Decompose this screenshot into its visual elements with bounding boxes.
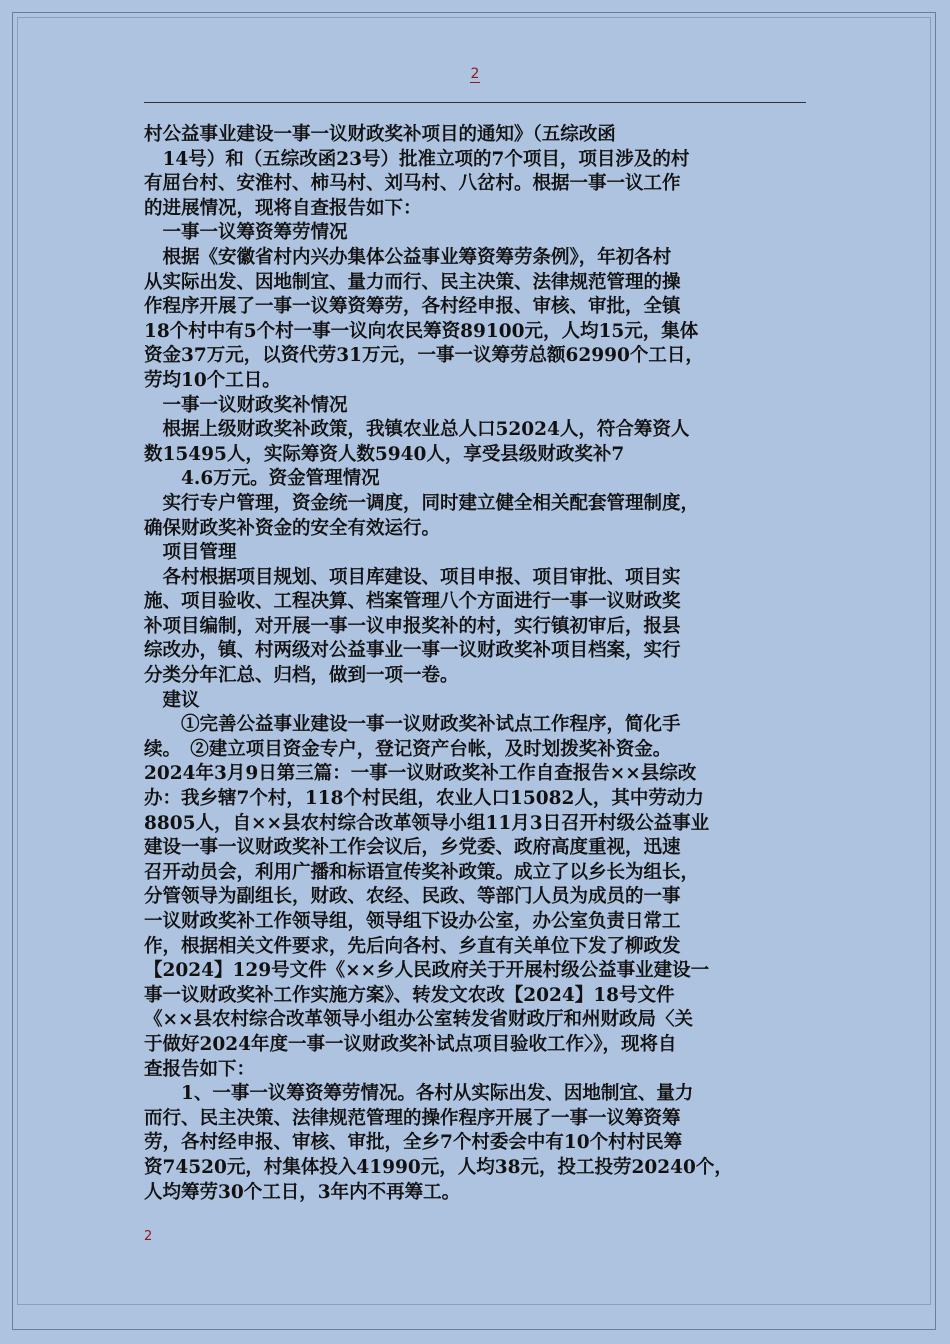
text-line: 综改办，镇、村两级对公益事业一事一议财政奖补项目档案，实行: [144, 640, 681, 662]
text-line: 建设一事一议财政奖补工作会议后，乡党委、政府高度重视，迅速: [144, 837, 681, 859]
text-line: 资74520元，村集体投入41990元，人均38元，投工投劳20240个，: [144, 1156, 733, 1178]
text-line: 1、一事一议筹资筹劳情况。各村从实际出发、因地制宜、量力: [144, 1083, 694, 1105]
text-line: 从实际出发、因地制宜、量力而行、民主决策、法律规范管理的操: [144, 271, 681, 293]
text-line: 根据《安徽省村内兴办集体公益事业筹资筹劳条例》，年初各村: [144, 246, 672, 268]
text-line: 项目管理: [144, 542, 237, 564]
text-line: 查报告如下：: [144, 1058, 256, 1080]
document-body: [144, 123, 808, 1205]
text-line: 资金37万元，以资代劳31万元，一事一议筹劳总额62990个工日，: [144, 345, 704, 367]
text-line: 劳，各村经申报、审核、审批，全乡7个村委会中有10个村村民筹: [144, 1132, 683, 1154]
text-line: 分管领导为副组长，财政、农经、民政、等部门人员为成员的一事: [144, 886, 681, 908]
text-line: 确保财政奖补资金的安全有效运行。: [144, 517, 441, 539]
text-line: 而行、民主决策、法律规范管理的操作程序开展了一事一议筹资筹: [144, 1107, 681, 1129]
text-line: 2024年3月9日第三篇：一事一议财政奖补工作自查报告××县综改: [144, 763, 697, 785]
text-line: 的进展情况，现将自查报告如下：: [144, 197, 422, 219]
header-page-number: 2: [470, 66, 480, 82]
text-line: 【2024】129号文件《××乡人民政府关于开展村级公益事业建设一: [144, 960, 710, 982]
text-line: 有屈台村、安淮村、柿马村、刘马村、八岔村。根据一事一议工作: [144, 173, 681, 195]
text-line: 村公益事业建设一事一议财政奖补项目的通知》（五综改函: [144, 124, 616, 145]
text-line: 一议财政奖补工作领导组，领导组下设办公室，办公室负责日常工: [144, 911, 681, 932]
text-line: 作程序开展了一事一议筹资筹劳，各村经申报、审核、审批，全镇: [144, 296, 681, 318]
text-line: 办：我乡辖7个村，118个村民组，农业人口15082人，其中劳动力: [144, 788, 704, 810]
text-line: 数15495人，实际筹资人数5940人，享受县级财政奖补7: [144, 443, 625, 465]
text-line: 施、项目验收、工程决算、档案管理八个方面进行一事一议财政奖: [144, 591, 681, 613]
text-line: 《××县农村综合改革领导小组办公室转发省财政厅和州财政局〈关: [144, 1009, 694, 1031]
text-line: 分类分年汇总、归档，做到一项一卷。: [144, 665, 459, 687]
text-line: 一事一议财政奖补情况: [144, 394, 348, 416]
text-line: ①完善公益事业建设一事一议财政奖补试点工作程序，简化手: [144, 714, 681, 736]
text-line: 18个村中有5个村一事一议向农民筹资89100元，人均15元，集体: [144, 320, 699, 342]
text-line: 根据上级财政奖补政策，我镇农业总人口52024人，符合筹资人: [144, 419, 690, 441]
text-line: 于做好2024年度一事一议财政奖补试点项目验收工作〉》，现将自: [144, 1033, 677, 1055]
header-rule: [144, 102, 806, 103]
text-line: 各村根据项目规划、项目库建设、项目申报、项目审批、项目实: [144, 566, 681, 588]
text-line: 续。 ②建立项目资金专户，登记资产台帐，及时划拨奖补资金。: [144, 738, 672, 760]
text-line: 4.6万元。资金管理情况: [144, 468, 380, 490]
text-line: 补项目编制，对开展一事一议申报奖补的村，实行镇初审后，报县: [144, 615, 681, 637]
text-line: 一事一议筹资筹劳情况: [144, 222, 348, 244]
text-line: 14号）和（五综改函23号）批准立项的7个项目，项目涉及的村: [144, 148, 690, 170]
text-line: 人均筹劳30个工日，3年内不再筹工。: [144, 1181, 461, 1203]
footer-page-number: 2: [144, 1229, 153, 1244]
text-line: 事一议财政奖补工作实施方案》、转发文农改【2024】18号文件: [144, 984, 675, 1006]
text-line: 劳均10个工日。: [144, 369, 281, 391]
text-line: 实行专户管理，资金统一调度，同时建立健全相关配套管理制度，: [144, 492, 700, 514]
text-line: 8805人，自××县农村综合改革领导小组11月3日召开村级公益事业: [144, 812, 710, 834]
text-line: 召开动员会，利用广播和标语宣传奖补政策。成立了以乡长为组长，: [144, 861, 700, 883]
text-line: 建议: [144, 689, 200, 711]
text-line: 作，根据相关文件要求，先后向各村、乡直有关单位下发了柳政发: [144, 935, 681, 957]
